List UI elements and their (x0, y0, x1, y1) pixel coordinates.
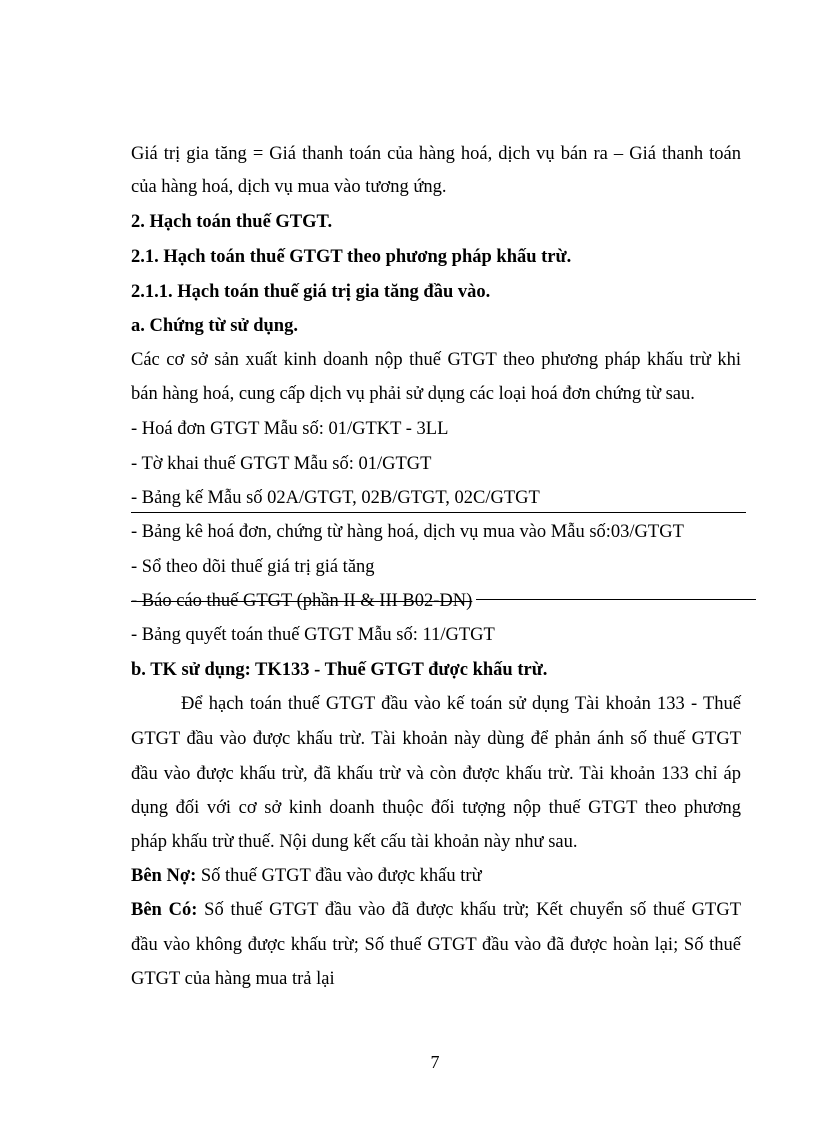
paragraph-docs-line-2: bán hàng hoá, cung cấp dịch vụ phải sử dụng các loại hoá đơn chứng từ sau. (131, 384, 695, 404)
horizontal-rule (131, 512, 746, 513)
paragraph-tk-line-1: Để hạch toán thuế GTGT đầu vào kế toán sử dụng Tài khoản 133 - Thuế (181, 694, 741, 714)
credit-line-1 (131, 898, 741, 922)
credit-line-2: đầu vào không được khấu trừ; Số thuế GTGT đầu vào đã được hoàn lại; Số thuế (131, 935, 741, 955)
debit-line (131, 864, 482, 888)
paragraph-tk-line-4: dụng đối với cơ sở kinh doanh thuộc đối tượng nộp thuế GTGT theo phương (131, 798, 741, 818)
heading-2: 2. Hạch toán thuế GTGT. (131, 212, 333, 232)
debit-label: Bên Nợ: (131, 866, 197, 886)
strike-line-extension (476, 599, 756, 600)
paragraph-tk-line-2: GTGT đầu vào được khấu trừ. Tài khoản này dùng để phản ánh số thuế GTGT (131, 729, 741, 749)
credit-label: Bên Có: (131, 900, 198, 920)
heading-2-1: 2.1. Hạch toán thuế GTGT theo phương pháp khấu trừ. (131, 247, 572, 267)
list-item: - Bảng kế Mẫu số 02A/GTGT, 02B/GTGT, 02C/GTGT (131, 488, 540, 508)
credit-text-1: Số thuế GTGT đầu vào đã được khấu trừ; Kết chuyển số thuế GTGT (204, 900, 741, 920)
list-item: - Bảng quyết toán thuế GTGT Mẫu số: 11/GTGT (131, 625, 495, 645)
page-number: 7 (430, 1052, 440, 1072)
list-item: - Tờ khai thuế GTGT Mẫu số: 01/GTGT (131, 454, 432, 474)
list-item: - Hoá đơn GTGT Mẫu số: 01/GTKT - 3LL (131, 419, 449, 439)
debit-text: Số thuế GTGT đầu vào được khấu trừ (200, 866, 482, 886)
heading-b: b. TK sử dụng: TK133 - Thuế GTGT được khấu trừ. (131, 660, 548, 680)
heading-a: a. Chứng từ sử dụng. (131, 316, 298, 336)
list-item-struck: - Báo cáo thuế GTGT (phần II & III B02-DN) (131, 591, 473, 611)
paragraph-tk-line-3: đầu vào được khấu trừ, đã khấu trừ và còn được khấu trừ. Tài khoản 133 chỉ áp (131, 764, 741, 784)
paragraph-value-added-line-1: Giá trị gia tăng = Giá thanh toán của hàng hoá, dịch vụ bán ra – Giá thanh toán (131, 144, 741, 164)
paragraph-value-added-line-2: của hàng hoá, dịch vụ mua vào tương ứng. (131, 177, 447, 197)
list-item: - Sổ theo dõi thuế giá trị giá tăng (131, 557, 375, 577)
paragraph-tk-line-5: pháp khấu trừ thuế. Nội dung kết cấu tài khoản này như sau. (131, 832, 578, 852)
paragraph-docs-line-1: Các cơ sở sản xuất kinh doanh nộp thuế GTGT theo phương pháp khấu trừ khi (131, 350, 741, 370)
heading-2-1-1: 2.1.1. Hạch toán thuế giá trị gia tăng đầu vào. (131, 282, 491, 302)
credit-line-3: GTGT của hàng mua trả lại (131, 969, 335, 989)
list-item: - Bảng kê hoá đơn, chứng từ hàng hoá, dịch vụ mua vào Mẫu số:03/GTGT (131, 522, 684, 542)
